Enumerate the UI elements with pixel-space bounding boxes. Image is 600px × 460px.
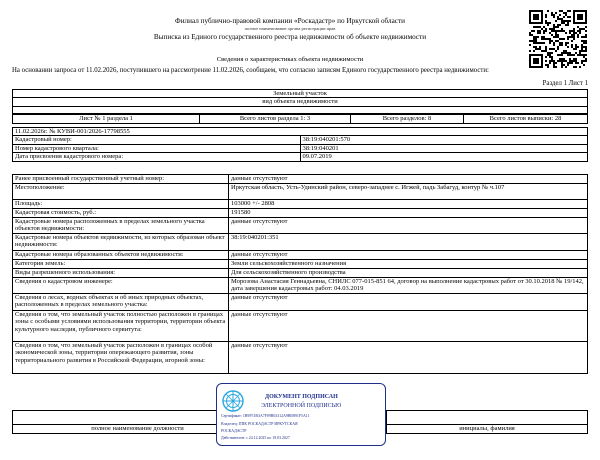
detail-value: 191580 [229,209,588,218]
detail-value: данные отсутствуют [229,311,588,342]
sections-count: Всего разделов: 8 [351,115,464,124]
stamp-line1: ДОКУМЕНТ ПОДПИСАН [265,394,338,400]
detail-value: Иркутская область, Усть-Удинский район, северо-западнее с. Игжей, падь Забагуд, контур № ч.107 [229,184,588,200]
detail-label: Площадь: [13,200,229,209]
sheet-number: Лист № 1 раздела 1 [13,115,200,124]
detail-value: Земли сельскохозяйственного назначения [229,260,588,269]
detail-label: Кадастровые номера объектов недвижимости, из которых образован объект недвижимости: [13,234,229,251]
detail-label: Сведения о кадастровом инженере: [13,278,229,294]
document-subtitle: Сведения о характеристиках объекта недвижимости [216,56,364,63]
qr-code [529,10,587,68]
record-value: 38:19:040201 [300,144,588,152]
record-id: 11.02.2026г. № КУВИ-001/2026-17798555 [13,128,588,136]
stamp-owner-org: РОСКАДАСТР [221,429,247,433]
detail-label: Сведения о том, что земельный участок полностью расположен в границах зоны с особыми условиями использования территории, территории объекта культурного наследия, публичного сервитута: [13,311,229,342]
section-label: Раздел 1 Лист 1 [542,80,588,87]
detail-label: Кадастровые номера расположенных в пределах земельного участка объектов недвижимости: [13,218,229,234]
detail-value: 38:19:040201:351 [229,234,588,251]
record-value: 38:19:040201:570 [300,136,588,144]
sheets-total: Всего листов выписки: 28 [464,115,588,124]
detail-value: Морозова Анастасия Геннадьевна, СНИЛС 077-015-851 64, договор на выполнение кадастровых работ от 30.10.2018 № 19/142, дата завершения кадастровых работ: 04.03.2019 [229,278,588,294]
sheet-info-table [12,114,588,124]
detail-label: Кадастровая стоимость, руб.: [13,209,229,218]
roskadastr-logo-icon [222,390,244,412]
detail-value: 103000 +/- 2808 [229,200,588,209]
sheets-in-section: Всего листов раздела 1: 3 [200,115,351,124]
detail-label: Местоположение: [13,184,229,200]
detail-label: Кадастровые номера образованных объектов недвижимости: [13,251,229,260]
detail-label: Сведения о том, что земельный участок расположен в границах особой экономической зоны, территории опережающего развития, зоны территориального развития в Российской Федерации, игорной зоны: [13,342,229,374]
basis-statement: На основании запроса от 11.02.2026, поступившего на рассмотрение 11.02.2026, сообщаем, что согласно записям Единого государственного реестра недвижимости: [12,67,489,74]
detail-value: данные отсутствуют [229,294,588,311]
signature-stamp [216,383,386,446]
object-type-caption: вид объекта недвижимости [13,98,588,106]
detail-label: Сведения о лесах, водных объектах и об иных природных объектах, расположенных в пределах земельного участка: [13,294,229,311]
name-caption: инициалы, фамилия [387,425,588,434]
record-value: 09.07.2019 [300,153,588,161]
stamp-line2: ЭЛЕКТРОННОЙ ПОДПИСЬЮ [261,403,342,409]
record-label: Номер кадастрового квартала: [13,144,301,152]
details-table [12,174,588,374]
document-title: Выписка из Единого государственного реестра недвижимости об объекте недвижимости [153,33,427,41]
stamp-owner: Владелец: ППК РОСКАДАСТР ИРКУТСКАЯ [221,422,298,426]
record-table [12,127,588,162]
object-type: Земельный участок [13,90,588,98]
record-label: Дата присвоения кадастрового номера: [13,153,301,161]
detail-value: данные отсутствуют [229,342,588,374]
org-caption: полное наименование органа регистрации прав [244,26,336,31]
detail-value: данные отсутствуют [229,175,588,184]
stamp-validity: Действителен: с 24.12.2025 по 19.03.2027 [221,436,290,440]
detail-value: Для сельскохозяйственного производства [229,269,588,278]
detail-label: Виды разрешенного использования: [13,269,229,278]
detail-value: данные отсутствуют [229,218,588,234]
position-caption: полное наименование должности [13,425,263,434]
detail-label: Категория земель: [13,260,229,269]
stamp-certificate: Сертификат: 1B9F51B3A7F09B03312A9B0B91F5A11 [221,414,310,418]
org-name: Филиал публично-правовой компании «Роскадастр» по Иркутской области [175,17,405,25]
object-type-table [12,89,588,114]
detail-value: данные отсутствуют [229,251,588,260]
record-label: Кадастровый номер: [13,136,301,144]
detail-label: Ранее присвоенный государственный учетный номер: [13,175,229,184]
